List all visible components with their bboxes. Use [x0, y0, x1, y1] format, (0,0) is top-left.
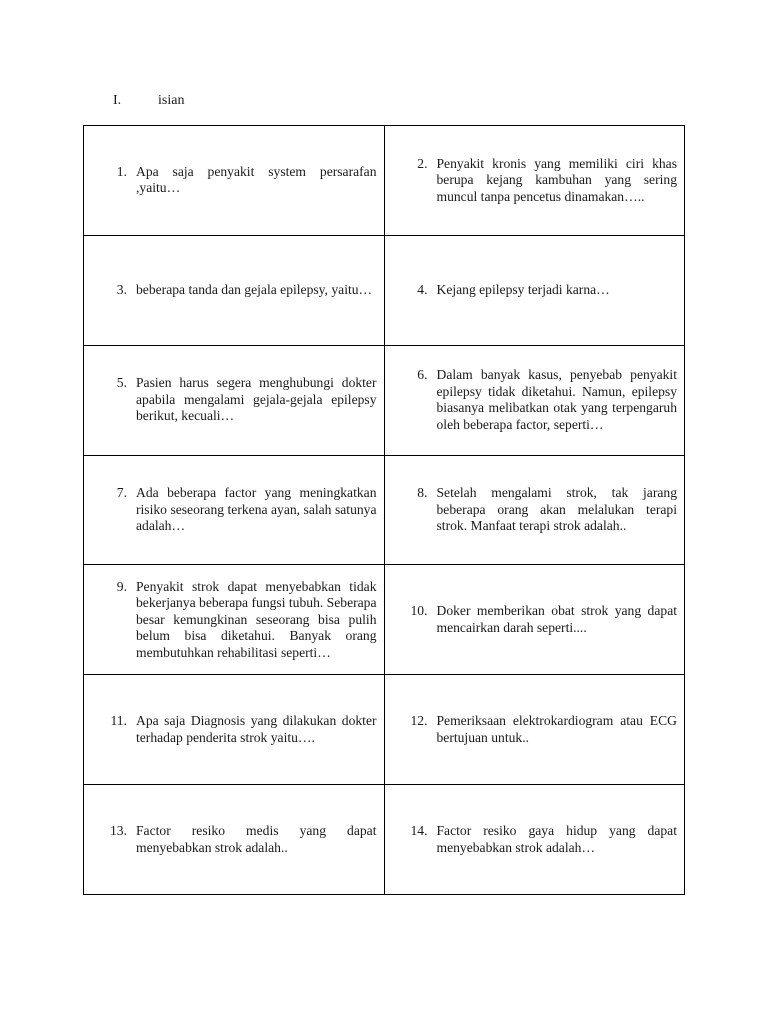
question-text: Factor resiko gaya hidup yang dapat menyebabkan strok adalah… [436, 823, 677, 855]
section-title: isian [158, 93, 185, 108]
question-number: 9. [116, 578, 127, 594]
question-number: 14. [410, 823, 428, 839]
question-cell [384, 675, 685, 785]
question-text: Penyakit strok dapat menyebabkan tidak bekerjanya beberapa fungsi tubuh. Seberapa besar kemungkinan seseorang bisa pulih belum bisa diketahui. Banyak orang membutuhkan rehabilitasi seperti… [136, 578, 377, 660]
question-text: Dalam banyak kasus, penyebab penyakit epilepsy tidak diketahui. Namun, epilepsy biasanya melibatkan otak yang terpengaruh oleh beberapa factor, seperti… [436, 367, 677, 432]
question-item [385, 713, 678, 746]
question-item [385, 603, 678, 636]
table-row [84, 565, 685, 675]
question-number: 7. [116, 485, 127, 501]
question-number: 11. [110, 713, 127, 729]
table-row [84, 235, 685, 345]
question-item [84, 579, 377, 662]
table-row [84, 675, 685, 785]
question-cell [384, 345, 685, 455]
question-item [84, 485, 377, 535]
question-cell [84, 565, 385, 675]
question-text: Factor resiko medis yang dapat menyebabkan strok adalah.. [136, 823, 377, 855]
question-cell [84, 235, 385, 345]
question-cell [84, 126, 385, 236]
question-text: Pasien harus segera menghubungi dokter apabila mengalami gejala-gejala epilepsy berikut, kecuali… [136, 375, 377, 424]
question-item [84, 823, 377, 856]
question-number: 4. [417, 282, 428, 298]
section-heading [113, 92, 184, 110]
question-item [385, 485, 678, 535]
table-row [84, 455, 685, 565]
question-cell [84, 455, 385, 565]
table-row [84, 345, 685, 455]
question-number: 10. [410, 603, 428, 619]
question-cell [384, 565, 685, 675]
question-cell [84, 345, 385, 455]
question-text: Setelah mengalami strok, tak jarang beberapa orang akan melalukan terapi strok. Manfaat terapi strok adalah.. [436, 485, 677, 534]
question-cell [384, 235, 685, 345]
section-number: I. [113, 93, 122, 108]
question-number: 1. [116, 163, 127, 179]
question-item [84, 164, 377, 197]
question-number: 12. [410, 713, 428, 729]
question-item [385, 282, 678, 299]
question-number: 3. [116, 282, 127, 298]
question-cell [84, 785, 385, 895]
question-text: Apa saja penyakit system persarafan ,yaitu… [136, 163, 377, 196]
question-number: 8. [417, 485, 428, 501]
question-item [84, 282, 377, 299]
question-text: beberapa tanda dan gejala epilepsy, yaitu… [136, 282, 373, 298]
question-item [385, 156, 678, 206]
question-cell [84, 675, 385, 785]
question-text: Apa saja Diagnosis yang dilakukan dokter terhadap penderita strok yaitu…. [136, 713, 377, 745]
question-item [84, 375, 377, 425]
question-item [385, 823, 678, 856]
question-item [84, 713, 377, 746]
question-number: 13. [110, 823, 127, 839]
question-number: 6. [417, 367, 428, 383]
question-table [83, 125, 685, 895]
question-number: 5. [116, 375, 127, 391]
table-row [84, 785, 685, 895]
question-cell [384, 455, 685, 565]
question-cell [384, 126, 685, 236]
table-row [84, 126, 685, 236]
question-cell [384, 785, 685, 895]
question-item [385, 367, 678, 433]
question-text: Kejang epilepsy terjadi karna… [436, 282, 610, 298]
question-text: Doker memberikan obat strok yang dapat mencairkan darah seperti.... [436, 603, 677, 635]
question-text: Ada beberapa factor yang meningkatkan risiko seseorang terkena ayan, salah satunya adalah… [136, 485, 377, 534]
question-text: Penyakit kronis yang memiliki ciri khas berupa kejang kambuhan yang sering muncul tanpa pencetus dinamakan….. [436, 155, 677, 204]
question-text: Pemeriksaan elektrokardiogram atau ECG bertujuan untuk.. [436, 713, 677, 745]
question-number: 2. [417, 155, 428, 171]
